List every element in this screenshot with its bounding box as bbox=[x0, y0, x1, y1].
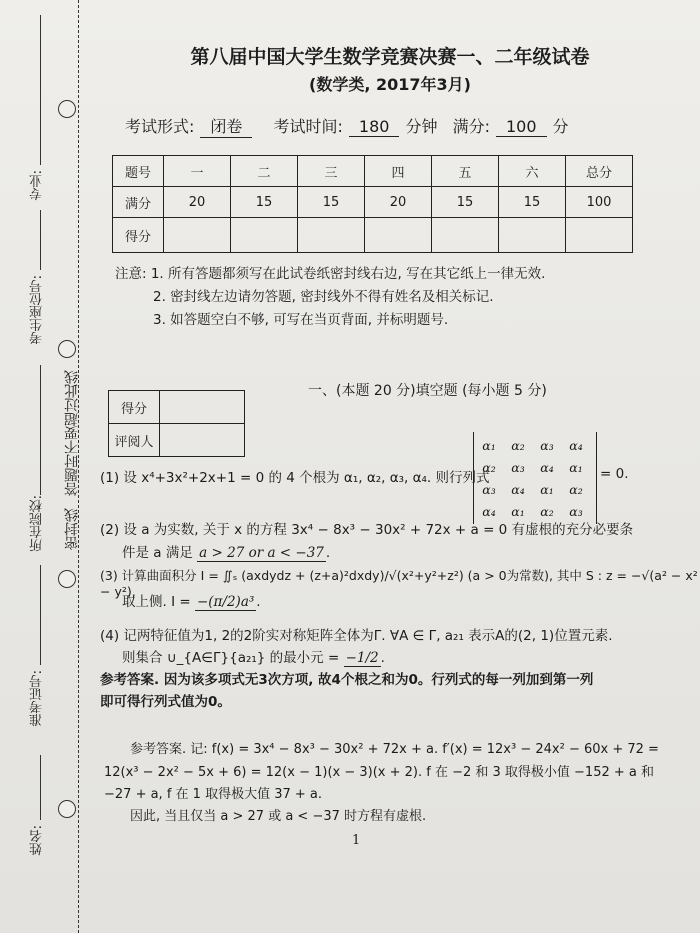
reference-answer-2-line-3: −27 + a, f 在 1 取得极大值 37 + a. bbox=[104, 787, 322, 802]
seat-label: 考生座位号: bbox=[30, 275, 45, 345]
blank-line bbox=[40, 365, 41, 495]
school-label: 所在院校: bbox=[30, 495, 45, 552]
binding-hole bbox=[58, 100, 76, 118]
score-label: 得分 bbox=[109, 391, 160, 424]
score-input-cell[interactable] bbox=[432, 218, 499, 253]
table-cell: 15 bbox=[298, 187, 365, 218]
matrix-cell: α₃ bbox=[511, 460, 525, 475]
id-label: 准考证号: bbox=[30, 670, 45, 727]
question-2-prefix: 件是 a 满足 bbox=[122, 545, 193, 561]
score-input-cell[interactable] bbox=[160, 391, 245, 424]
reference-answer-1-line-2: 即可得行列式值为0。 bbox=[100, 694, 231, 710]
score-input-cell[interactable] bbox=[298, 218, 365, 253]
matrix-cell: α₂ bbox=[540, 504, 554, 519]
exam-info bbox=[125, 114, 569, 138]
score-input-cell[interactable] bbox=[566, 218, 633, 253]
blank-line bbox=[40, 755, 41, 820]
exam-title: 第八届中国大学生数学竞赛决赛一、二年级试卷 bbox=[190, 46, 590, 68]
matrix-cell: α₃ bbox=[569, 504, 583, 519]
blank-line bbox=[40, 210, 41, 270]
matrix-cell: α₁ bbox=[569, 460, 583, 475]
major-label: 专业: bbox=[30, 170, 45, 201]
section-title: 一、(本题 20 分)填空题 (每小题 5 分) bbox=[308, 383, 547, 399]
name-label: 姓名: bbox=[30, 825, 45, 856]
reference-answer-2-line-1: 参考答案. 记: f(x) = 3x⁴ − 8x³ − 30x² + 72x + a. f′(x) = 12x³ − 24x² − 60x + 72 = bbox=[130, 742, 659, 757]
question-3-answer: −(π/2)a³ bbox=[196, 594, 255, 610]
table-header: 六 bbox=[499, 156, 566, 187]
matrix-cell: α₁ bbox=[511, 504, 525, 519]
score-table bbox=[112, 155, 633, 253]
table-row bbox=[109, 424, 245, 457]
table-cell: 100 bbox=[566, 187, 633, 218]
seal-warning: 答题时不要超过此线 bbox=[64, 370, 80, 496]
blank-line bbox=[40, 565, 41, 665]
form-value: 闭卷 bbox=[200, 114, 252, 138]
table-cell: 15 bbox=[432, 187, 499, 218]
table-header: 四 bbox=[365, 156, 432, 187]
binding-hole bbox=[58, 340, 76, 358]
matrix-cell: α₄ bbox=[540, 460, 554, 475]
full-unit: 分 bbox=[552, 117, 569, 136]
binding-hole bbox=[58, 570, 76, 588]
question-2-line-2 bbox=[122, 541, 330, 561]
table-cell: 15 bbox=[499, 187, 566, 218]
matrix-cell: α₃ bbox=[540, 438, 554, 453]
table-row bbox=[109, 391, 245, 424]
time-unit: 分钟 bbox=[405, 117, 438, 136]
table-cell: 20 bbox=[365, 187, 432, 218]
time-label: 考试时间: bbox=[273, 117, 343, 136]
matrix-cell: α₄ bbox=[569, 438, 583, 453]
table-cell: 满分 bbox=[113, 187, 164, 218]
table-header: 五 bbox=[432, 156, 499, 187]
question-2-answer: a > 27 or a < −37 bbox=[199, 545, 324, 561]
matrix-cell: α₁ bbox=[540, 482, 554, 497]
question-3-prefix: 取上侧. I = bbox=[122, 594, 191, 610]
question-3-line-2 bbox=[122, 590, 261, 610]
table-row bbox=[113, 187, 633, 218]
question-1-text: (1) 设 x⁴+3x²+2x+1 = 0 的 4 个根为 α₁, α₂, α₃, α₄. 则行列式 bbox=[100, 470, 490, 486]
question-1-answer: = 0. bbox=[600, 466, 629, 482]
determinant bbox=[473, 432, 597, 524]
reference-answer-1-line-1: 参考答案. 因为该多项式无3次方项, 故4个根之和为0。行列式的每一列加到第一列 bbox=[100, 672, 594, 688]
question-4-prefix: 则集合 ∪_{A∈Γ}{a₂₁} 的最小元 = bbox=[122, 650, 340, 666]
grade-box bbox=[108, 390, 245, 457]
table-header: 三 bbox=[298, 156, 365, 187]
question-4-line-2 bbox=[122, 646, 385, 666]
table-cell: 20 bbox=[164, 187, 231, 218]
matrix-cell: α₄ bbox=[482, 504, 496, 519]
page-number: 1 bbox=[352, 833, 361, 848]
table-row bbox=[113, 156, 633, 187]
matrix-cell: α₁ bbox=[482, 438, 496, 453]
score-input-cell[interactable] bbox=[499, 218, 566, 253]
matrix-cell: α₃ bbox=[482, 482, 496, 497]
table-header: 二 bbox=[231, 156, 298, 187]
grader-label: 评阅人 bbox=[109, 424, 160, 457]
note-3: 3. 如答题空白不够, 可写在当页背面, 并标明题号. bbox=[153, 312, 449, 328]
question-4-suffix: . bbox=[380, 650, 385, 666]
exam-subtitle: (数学类, 2017年3月) bbox=[309, 75, 471, 94]
grader-input-cell[interactable] bbox=[160, 424, 245, 457]
question-2-suffix: . bbox=[325, 545, 331, 561]
reference-answer-2-line-2: 12(x³ − 2x² − 5x + 6) = 12(x − 1)(x − 3)(x + 2). f 在 −2 和 3 取得极小值 −152 + a 和 bbox=[104, 765, 654, 780]
score-input-cell[interactable] bbox=[365, 218, 432, 253]
note-1: 注意: 1. 所有答题都须写在此试卷纸密封线右边, 写在其它纸上一律无效. bbox=[115, 266, 546, 282]
notes bbox=[115, 263, 545, 332]
matrix-cell: α₂ bbox=[569, 482, 583, 497]
table-header: 一 bbox=[164, 156, 231, 187]
form-label: 考试形式: bbox=[125, 117, 195, 136]
blank-line bbox=[40, 15, 41, 165]
note-2: 2. 密封线左边请勿答题, 密封线外不得有姓名及相关标记. bbox=[153, 289, 494, 305]
matrix-cell: α₄ bbox=[511, 482, 525, 497]
question-4-line-1: (4) 记两特征值为1, 2的2阶实对称矩阵全体为Γ. ∀A ∈ Γ, a₂₁ 表示A的(2, 1)位置元素. bbox=[100, 628, 613, 644]
question-3-suffix: . bbox=[256, 594, 261, 610]
full-label: 满分: bbox=[452, 117, 490, 136]
seal-label: 密封线 bbox=[64, 508, 80, 550]
reference-answer-2-line-4: 因此, 当且仅当 a > 27 或 a < −37 时方程有虚根. bbox=[130, 809, 427, 824]
matrix-cell: α₂ bbox=[511, 438, 525, 453]
matrix-cell: α₂ bbox=[482, 460, 496, 475]
table-row bbox=[113, 218, 633, 253]
full-value: 100 bbox=[496, 117, 547, 137]
binding-hole bbox=[58, 800, 76, 818]
question-2-line-1: (2) 设 a 为实数, 关于 x 的方程 3x⁴ − 8x³ − 30x² + 72x + a = 0 有虚根的充分必要条 bbox=[100, 522, 634, 538]
table-cell: 15 bbox=[231, 187, 298, 218]
score-input-cell[interactable] bbox=[231, 218, 298, 253]
table-header: 总分 bbox=[566, 156, 633, 187]
table-cell: 得分 bbox=[113, 218, 164, 253]
table-header: 题号 bbox=[113, 156, 164, 187]
time-value: 180 bbox=[349, 117, 400, 137]
question-3-line-1: (3) 计算曲面积分 I = ∬ₛ (axdydz + (z+a)²dxdy)/√(x²+y²+z²) (a > 0为常数), 其中 S : z = −√(a² − x² − y²), bbox=[100, 568, 698, 599]
score-input-cell[interactable] bbox=[164, 218, 231, 253]
question-4-answer: −1/2 bbox=[345, 650, 379, 666]
